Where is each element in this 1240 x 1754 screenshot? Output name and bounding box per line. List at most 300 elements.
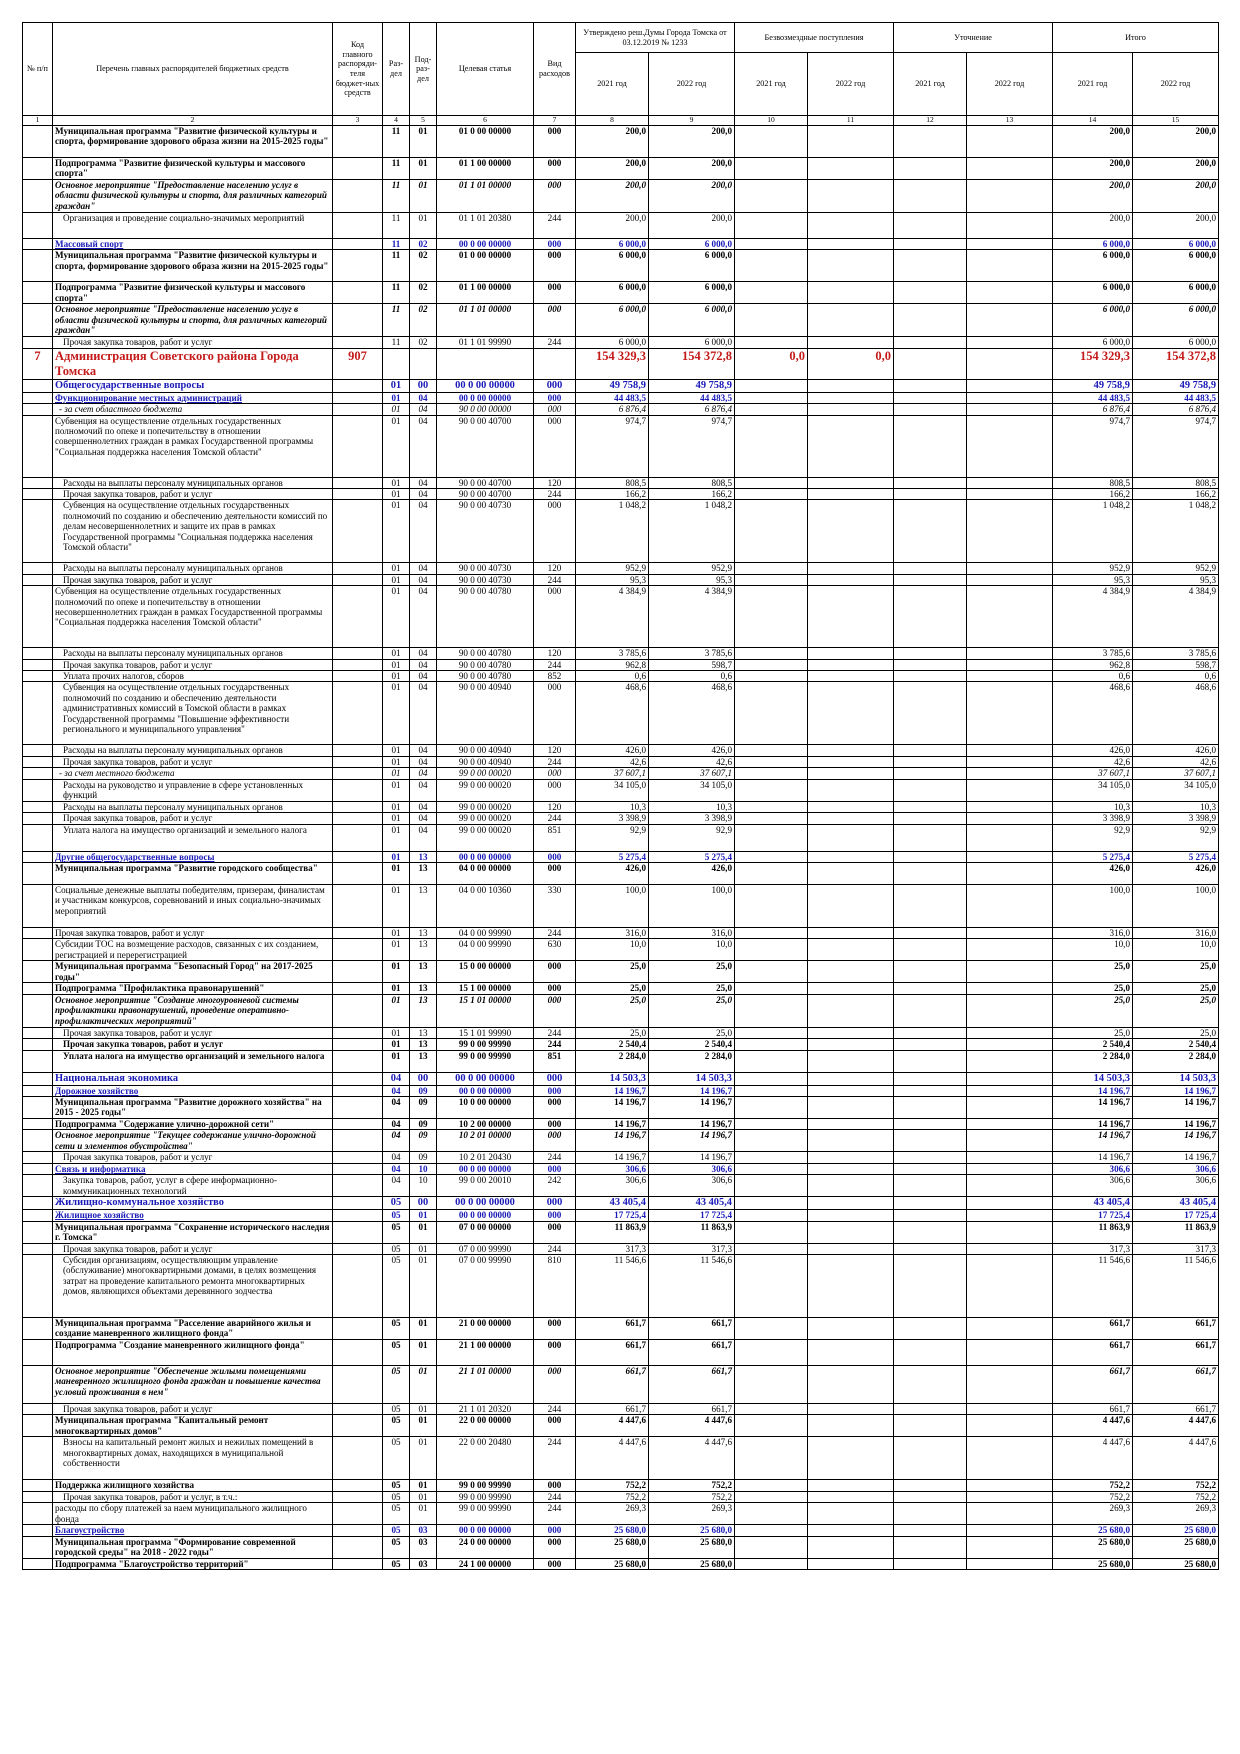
total-2021-value: 1 048,2 <box>1053 500 1133 563</box>
approved-2022-value: 200,0 <box>649 213 735 239</box>
total-2021-value: 14 196,7 <box>1053 1152 1133 1163</box>
approved-2022-value: 6 000,0 <box>649 337 735 348</box>
row-vid: 630 <box>534 939 576 961</box>
free-2021-value <box>735 574 808 585</box>
table-row <box>23 756 1219 767</box>
total-2022-value: 1 048,2 <box>1133 500 1219 563</box>
total-2021-value: 14 196,7 <box>1053 1118 1133 1129</box>
approved-2022-value: 316,0 <box>649 927 735 938</box>
free-2021-value <box>735 768 808 779</box>
row-podrazdel: 00 <box>410 379 437 392</box>
budget-sheet <box>22 22 1218 1570</box>
row-code <box>333 379 383 392</box>
total-2021-value: 0,6 <box>1053 671 1133 682</box>
row-article: 00 0 00 00000 <box>437 239 534 250</box>
row-article: 00 0 00 00000 <box>437 1210 534 1221</box>
approved-2022-value: 426,0 <box>649 745 735 756</box>
free-2022-value <box>808 304 894 337</box>
column-number: 1 <box>23 116 53 126</box>
clarify-2022-value <box>967 648 1053 659</box>
row-number <box>23 1339 53 1365</box>
table-row <box>23 1525 1219 1536</box>
total-2022-value: 25 680,0 <box>1133 1536 1219 1558</box>
row-code <box>333 1118 383 1129</box>
approved-2022-value: 14 196,7 <box>649 1085 735 1096</box>
row-code <box>333 801 383 812</box>
year-2021-header: 2021 год <box>894 53 967 116</box>
row-article: 99 0 00 00020 <box>437 813 534 824</box>
row-number <box>23 939 53 961</box>
free-2021-value <box>735 927 808 938</box>
total-2021-value: 426,0 <box>1053 862 1133 884</box>
row-article: 22 0 00 20480 <box>437 1437 534 1480</box>
clarify-2021-value <box>894 250 967 282</box>
approved-2022-value: 25 680,0 <box>649 1558 735 1569</box>
approved-2022-value: 25 680,0 <box>649 1525 735 1536</box>
table-row <box>23 1339 1219 1365</box>
row-name: Муниципальная программа "Развитие городского сообщества" <box>53 862 333 884</box>
free-2022-value <box>808 1130 894 1152</box>
total-2021-value: 154 329,3 <box>1053 348 1133 379</box>
clarify-2022-value <box>967 682 1053 745</box>
free-2022-value <box>808 379 894 392</box>
table-row <box>23 1210 1219 1221</box>
clarify-2022-value <box>967 392 1053 403</box>
row-vid: 000 <box>534 1480 576 1491</box>
row-name: Муниципальная программа "Капитальный ремонт многоквартирных домов" <box>53 1415 333 1437</box>
free-2022-value <box>808 1221 894 1243</box>
year-2021-header: 2021 год <box>1053 53 1133 116</box>
row-razdel: 01 <box>383 801 410 812</box>
row-podrazdel: 09 <box>410 1085 437 1096</box>
row-number <box>23 392 53 403</box>
row-code <box>333 648 383 659</box>
row-name: Основное мероприятие "Предоставление населению услуг в области физической культуры и спорта, для различных категорий граждан" <box>53 180 333 213</box>
clarify-2021-value <box>894 1197 967 1210</box>
approved-2021-value: 42,6 <box>576 756 649 767</box>
row-name: Прочая закупка товаров, работ и услуг <box>53 1027 333 1038</box>
total-2021-value: 200,0 <box>1053 180 1133 213</box>
clarify-2021-value <box>894 862 967 884</box>
free-2021-value <box>735 1039 808 1050</box>
total-2021-value: 4 384,9 <box>1053 586 1133 648</box>
approved-2022-value: 6 000,0 <box>649 250 735 282</box>
row-number <box>23 1197 53 1210</box>
row-podrazdel: 04 <box>410 489 437 500</box>
row-vid: 000 <box>534 1536 576 1558</box>
approved-2022-value: 317,3 <box>649 1243 735 1254</box>
clarify-2022-value <box>967 1437 1053 1480</box>
row-razdel: 01 <box>383 994 410 1027</box>
column-number: 8 <box>576 116 649 126</box>
table-row <box>23 1197 1219 1210</box>
row-razdel: 01 <box>383 745 410 756</box>
row-vid: 000 <box>534 282 576 304</box>
clarify-2021-value <box>894 851 967 862</box>
clarify-2022-value <box>967 489 1053 500</box>
row-podrazdel: 13 <box>410 1050 437 1072</box>
row-name: Социальные денежные выплаты победителям, призерам, финалистам и участникам конкурсов, соревнований и иных социально-значимых мероприятий <box>53 884 333 927</box>
total-2022-value: 14 196,7 <box>1133 1096 1219 1118</box>
approved-2021-value: 100,0 <box>576 884 649 927</box>
clarify-2022-value <box>967 1027 1053 1038</box>
clarify-2021-value <box>894 415 967 477</box>
clarify-2022-value <box>967 250 1053 282</box>
row-razdel: 11 <box>383 304 410 337</box>
row-article: 90 0 00 40700 <box>437 415 534 477</box>
row-article: 90 0 00 00000 <box>437 404 534 415</box>
table-row <box>23 392 1219 403</box>
row-vid: 000 <box>534 1085 576 1096</box>
row-code <box>333 1339 383 1365</box>
row-razdel: 01 <box>383 756 410 767</box>
free-2022-value <box>808 1039 894 1050</box>
clarify-2022-value <box>967 1050 1053 1072</box>
table-row <box>23 304 1219 337</box>
total-2021-value: 269,3 <box>1053 1503 1133 1525</box>
approved-2021-value: 752,2 <box>576 1491 649 1502</box>
clarify-2022-value <box>967 180 1053 213</box>
row-name: Муниципальная программа "Формирование современной городской среды" на 2018 - 2022 годы" <box>53 1536 333 1558</box>
total-2022-value: 3 785,6 <box>1133 648 1219 659</box>
free-2021-value <box>735 1415 808 1437</box>
row-name: Прочая закупка товаров, работ и услуг <box>53 337 333 348</box>
row-number <box>23 1130 53 1152</box>
row-number <box>23 1317 53 1339</box>
row-code <box>333 158 383 180</box>
row-name: Организация и проведение социально-значимых мероприятий <box>53 213 333 239</box>
row-code <box>333 851 383 862</box>
approved-2022-value: 306,6 <box>649 1175 735 1197</box>
clarify-2022-value <box>967 851 1053 862</box>
clarify-2022-value <box>967 671 1053 682</box>
row-vid: 000 <box>534 768 576 779</box>
row-name: Общегосударственные вопросы <box>53 379 333 392</box>
row-article: 01 0 00 00000 <box>437 126 534 158</box>
clarify-2021-value <box>894 500 967 563</box>
row-podrazdel: 13 <box>410 1027 437 1038</box>
row-code <box>333 239 383 250</box>
table-row <box>23 768 1219 779</box>
row-vid: 851 <box>534 1050 576 1072</box>
column-number: 15 <box>1133 116 1219 126</box>
row-code <box>333 563 383 574</box>
row-article: 24 0 00 00000 <box>437 1536 534 1558</box>
table-row <box>23 862 1219 884</box>
row-number <box>23 1365 53 1403</box>
row-name: Расходы на выплаты персоналу муниципальных органов <box>53 801 333 812</box>
clarify-2021-value <box>894 563 967 574</box>
row-code <box>333 813 383 824</box>
row-name: Субвенция на осуществление отдельных государственных полномочий по опеке и попечительству в отношении совершеннолетних граждан в рамках Государственной программы "Социальная поддержка населения Томской области" <box>53 415 333 477</box>
clarify-2021-value <box>894 1558 967 1569</box>
total-2022-value: 661,7 <box>1133 1317 1219 1339</box>
row-vid: 244 <box>534 1491 576 1502</box>
row-name: Массовый спорт <box>53 239 333 250</box>
row-podrazdel: 09 <box>410 1130 437 1152</box>
group-clarify-header: Уточнение <box>894 23 1053 53</box>
table-row <box>23 939 1219 961</box>
approved-2022-value: 43 405,4 <box>649 1197 735 1210</box>
free-2021-value <box>735 1210 808 1221</box>
col-razdel-header: Раз-дел <box>383 23 410 116</box>
total-2021-value: 952,9 <box>1053 563 1133 574</box>
clarify-2021-value <box>894 1437 967 1480</box>
row-podrazdel: 04 <box>410 392 437 403</box>
row-code <box>333 659 383 670</box>
approved-2022-value: 974,7 <box>649 415 735 477</box>
row-razdel: 01 <box>383 671 410 682</box>
total-2021-value: 14 196,7 <box>1053 1085 1133 1096</box>
row-code <box>333 574 383 585</box>
approved-2021-value: 6 000,0 <box>576 337 649 348</box>
row-number <box>23 1027 53 1038</box>
row-podrazdel: 01 <box>410 180 437 213</box>
free-2021-value <box>735 1403 808 1414</box>
row-vid: 000 <box>534 1221 576 1243</box>
row-podrazdel: 03 <box>410 1558 437 1569</box>
row-article: 00 0 00 00000 <box>437 392 534 403</box>
approved-2022-value: 14 196,7 <box>649 1118 735 1129</box>
free-2021-value <box>735 1221 808 1243</box>
approved-2022-value: 14 196,7 <box>649 1130 735 1152</box>
approved-2021-value: 661,7 <box>576 1339 649 1365</box>
row-code <box>333 1096 383 1118</box>
clarify-2022-value <box>967 158 1053 180</box>
row-vid: 120 <box>534 563 576 574</box>
table-row <box>23 500 1219 563</box>
row-name: Субсидия организациям, осуществляющим управление (обслуживание) многоквартирными домами, в целях возмещения затрат на проведение капитального ремонта многоквартирных домов, являющихся объектами деревянного зодчества <box>53 1254 333 1317</box>
row-code <box>333 1536 383 1558</box>
row-podrazdel: 01 <box>410 1243 437 1254</box>
approved-2021-value: 11 546,6 <box>576 1254 649 1317</box>
clarify-2022-value <box>967 379 1053 392</box>
approved-2022-value: 25,0 <box>649 994 735 1027</box>
total-2022-value: 11 863,9 <box>1133 1221 1219 1243</box>
total-2022-value: 3 398,9 <box>1133 813 1219 824</box>
total-2022-value: 974,7 <box>1133 415 1219 477</box>
row-razdel: 04 <box>383 1118 410 1129</box>
row-razdel: 01 <box>383 813 410 824</box>
free-2022-value <box>808 648 894 659</box>
free-2021-value: 0,0 <box>735 348 808 379</box>
total-2021-value: 14 196,7 <box>1053 1096 1133 1118</box>
free-2021-value <box>735 851 808 862</box>
row-podrazdel: 02 <box>410 282 437 304</box>
row-article: 00 0 00 00000 <box>437 851 534 862</box>
free-2021-value <box>735 1437 808 1480</box>
approved-2021-value: 92,9 <box>576 824 649 851</box>
free-2022-value <box>808 282 894 304</box>
total-2021-value: 100,0 <box>1053 884 1133 927</box>
row-name: Уплата налога на имущество организаций и земельного налога <box>53 824 333 851</box>
row-podrazdel: 13 <box>410 862 437 884</box>
row-name: Уплата прочих налогов, сборов <box>53 671 333 682</box>
row-razdel <box>383 348 410 379</box>
row-razdel: 04 <box>383 1152 410 1163</box>
free-2021-value <box>735 745 808 756</box>
approved-2022-value: 952,9 <box>649 563 735 574</box>
total-2021-value: 14 503,3 <box>1053 1072 1133 1085</box>
row-number <box>23 1243 53 1254</box>
row-name: Субвенция на осуществление отдельных государственных полномочий по созданию и обеспечению деятельности комиссий по делам несовершеннолетних и защите их прав в рамках Государственной программы "Социальная поддержка населения Томской области" <box>53 500 333 563</box>
free-2022-value: 0,0 <box>808 348 894 379</box>
row-code: 907 <box>333 348 383 379</box>
total-2021-value: 25,0 <box>1053 994 1133 1027</box>
row-article: 04 0 00 99990 <box>437 939 534 961</box>
table-row <box>23 801 1219 812</box>
row-podrazdel: 02 <box>410 239 437 250</box>
free-2021-value <box>735 1254 808 1317</box>
free-2022-value <box>808 1437 894 1480</box>
row-vid: 000 <box>534 1072 576 1085</box>
clarify-2021-value <box>894 1365 967 1403</box>
row-name: Прочая закупка товаров, работ и услуг, в т.ч.: <box>53 1491 333 1502</box>
table-row <box>23 671 1219 682</box>
total-2021-value: 426,0 <box>1053 745 1133 756</box>
total-2022-value: 2 284,0 <box>1133 1050 1219 1072</box>
row-podrazdel: 09 <box>410 1096 437 1118</box>
clarify-2021-value <box>894 648 967 659</box>
free-2022-value <box>808 1243 894 1254</box>
table-row <box>23 1437 1219 1480</box>
free-2021-value <box>735 415 808 477</box>
clarify-2021-value <box>894 489 967 500</box>
row-podrazdel: 10 <box>410 1175 437 1197</box>
row-article: 24 1 00 00000 <box>437 1558 534 1569</box>
row-razdel: 01 <box>383 415 410 477</box>
clarify-2021-value <box>894 379 967 392</box>
row-code <box>333 779 383 801</box>
column-number-row <box>23 116 1219 126</box>
approved-2022-value: 306,6 <box>649 1163 735 1174</box>
total-2021-value: 42,6 <box>1053 756 1133 767</box>
row-vid: 000 <box>534 862 576 884</box>
total-2022-value: 14 196,7 <box>1133 1085 1219 1096</box>
clarify-2022-value <box>967 1163 1053 1174</box>
row-podrazdel: 03 <box>410 1536 437 1558</box>
row-podrazdel: 04 <box>410 682 437 745</box>
approved-2021-value: 34 105,0 <box>576 779 649 801</box>
group-total-header: Итого <box>1053 23 1219 53</box>
row-article: 99 0 00 00020 <box>437 779 534 801</box>
row-article: 90 0 00 40940 <box>437 682 534 745</box>
free-2021-value <box>735 404 808 415</box>
table-row <box>23 180 1219 213</box>
free-2021-value <box>735 586 808 648</box>
row-code <box>333 500 383 563</box>
row-number <box>23 756 53 767</box>
row-vid: 000 <box>534 961 576 983</box>
row-razdel: 01 <box>383 862 410 884</box>
approved-2022-value: 661,7 <box>649 1317 735 1339</box>
clarify-2022-value <box>967 1243 1053 1254</box>
free-2021-value <box>735 180 808 213</box>
approved-2022-value: 2 284,0 <box>649 1050 735 1072</box>
row-podrazdel: 01 <box>410 213 437 239</box>
row-name: Подпрограмма "Развитие физической культуры и массового спорта" <box>53 158 333 180</box>
clarify-2021-value <box>894 1027 967 1038</box>
row-name: Прочая закупка товаров, работ и услуг <box>53 813 333 824</box>
row-razdel: 01 <box>383 961 410 983</box>
year-2022-header: 2022 год <box>967 53 1053 116</box>
approved-2022-value: 4 447,6 <box>649 1437 735 1480</box>
total-2021-value: 43 405,4 <box>1053 1197 1133 1210</box>
clarify-2022-value <box>967 824 1053 851</box>
year-2022-header: 2022 год <box>1133 53 1219 116</box>
free-2021-value <box>735 682 808 745</box>
free-2022-value <box>808 1403 894 1414</box>
free-2021-value <box>735 379 808 392</box>
row-number <box>23 563 53 574</box>
row-vid: 244 <box>534 1039 576 1050</box>
approved-2022-value: 752,2 <box>649 1480 735 1491</box>
row-number <box>23 1491 53 1502</box>
row-razdel: 01 <box>383 768 410 779</box>
row-vid: 000 <box>534 1365 576 1403</box>
row-name: Муниципальная программа "Развитие физической культуры и спорта, формирование здорового образа жизни на 2015-2025 годы" <box>53 250 333 282</box>
approved-2022-value: 25,0 <box>649 1027 735 1038</box>
row-article: 01 1 00 00000 <box>437 282 534 304</box>
free-2022-value <box>808 983 894 994</box>
table-row <box>23 1221 1219 1243</box>
row-article: 99 0 00 00020 <box>437 801 534 812</box>
row-name: Благоустройство <box>53 1525 333 1536</box>
row-number <box>23 379 53 392</box>
row-code <box>333 1243 383 1254</box>
free-2021-value <box>735 1085 808 1096</box>
clarify-2021-value <box>894 1175 967 1197</box>
row-number <box>23 682 53 745</box>
approved-2021-value: 4 447,6 <box>576 1415 649 1437</box>
approved-2022-value: 3 785,6 <box>649 648 735 659</box>
row-number <box>23 1072 53 1085</box>
free-2022-value <box>808 1415 894 1437</box>
row-name: Администрация Советского района Города Томска <box>53 348 333 379</box>
approved-2022-value: 37 607,1 <box>649 768 735 779</box>
clarify-2022-value <box>967 1221 1053 1243</box>
row-code <box>333 939 383 961</box>
free-2021-value <box>735 1050 808 1072</box>
table-row <box>23 1415 1219 1437</box>
clarify-2021-value <box>894 939 967 961</box>
row-razdel: 11 <box>383 126 410 158</box>
row-name: Прочая закупка товаров, работ и услуг <box>53 659 333 670</box>
row-vid: 244 <box>534 1503 576 1525</box>
row-name: Основное мероприятие "Обеспечение жилыми помещениями маневренного жилищного фонда граждан и повышение качества условий проживания в нем" <box>53 1365 333 1403</box>
row-article: 90 0 00 40700 <box>437 477 534 488</box>
row-number <box>23 304 53 337</box>
total-2021-value: 661,7 <box>1053 1339 1133 1365</box>
approved-2021-value: 808,5 <box>576 477 649 488</box>
approved-2021-value: 14 196,7 <box>576 1152 649 1163</box>
clarify-2021-value <box>894 126 967 158</box>
clarify-2022-value <box>967 1254 1053 1317</box>
row-number <box>23 1096 53 1118</box>
row-name: Подпрограмма "Благоустройство территорий" <box>53 1558 333 1569</box>
clarify-2022-value <box>967 348 1053 379</box>
row-number <box>23 961 53 983</box>
row-vid: 000 <box>534 1525 576 1536</box>
row-code <box>333 1221 383 1243</box>
approved-2022-value: 661,7 <box>649 1403 735 1414</box>
free-2022-value <box>808 851 894 862</box>
free-2021-value <box>735 337 808 348</box>
clarify-2022-value <box>967 939 1053 961</box>
row-podrazdel: 02 <box>410 250 437 282</box>
total-2021-value: 4 447,6 <box>1053 1415 1133 1437</box>
approved-2021-value: 468,6 <box>576 682 649 745</box>
